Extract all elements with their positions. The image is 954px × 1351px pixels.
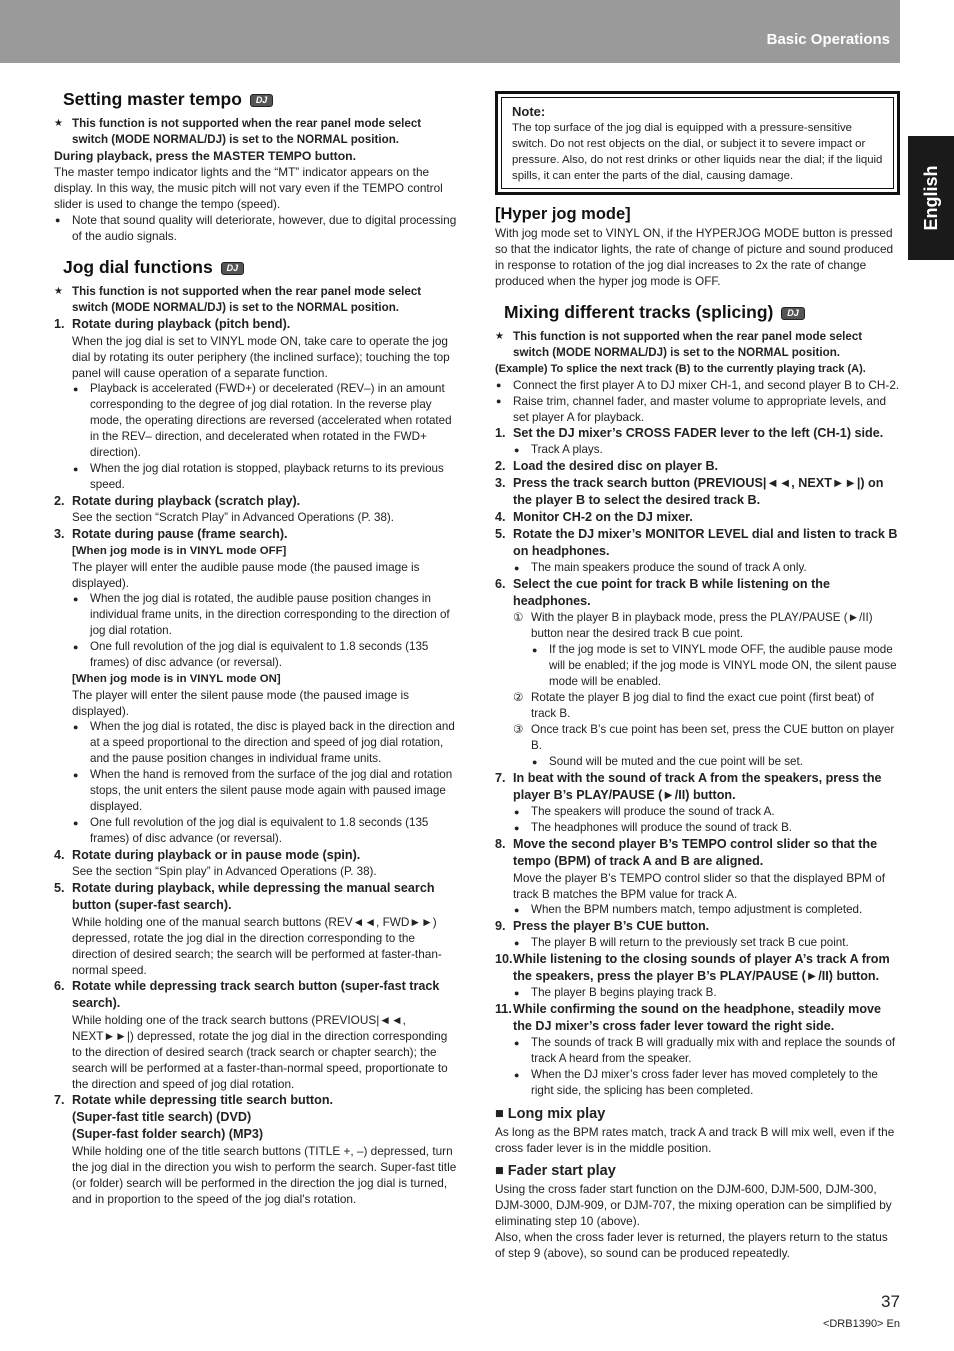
step-7: 7. Rotate while depressing title search button. (Super-fast title search) (DVD) (Super-fast folder search) (MP3) bbox=[54, 1093, 334, 1141]
bullet: ● When the jog dial is rotated, the disc is played back in the direction and at a speed proportional to the direction and speed of jog dial rotation, and the pause position changes in individual frame units. bbox=[72, 719, 459, 767]
bullet: ● The player B begins playing track B. bbox=[513, 985, 900, 1001]
bullet: ● The sounds of track B will gradually mix with and replace the sounds of track A heard from the speaker. bbox=[513, 1035, 900, 1067]
body-text: While holding one of the title search buttons (TITLE +, –) depressed, turn the jog dial in the direction you wish to perform the search. Super-fast title (or folder) search will be performed in the direction the jog dial is turned, and in proportion to the speed of the jog dial's rotation. bbox=[72, 1144, 457, 1206]
mix-step-2: 2. Load the desired disc on player B. bbox=[495, 459, 719, 473]
left-column bbox=[54, 88, 459, 1207]
body-text: With jog mode set to VINYL ON, if the HYPERJOG MODE button is pressed so that the indicator lights, the rate of change of picture and sound produced in response to rotation of the jog dial increases to 2x the rate of change produced when the hyper jog mode is OFF. bbox=[495, 226, 894, 288]
section-heading-master-tempo: Setting master tempo DJ bbox=[54, 88, 459, 110]
dj-badge: DJ bbox=[781, 307, 805, 320]
bullet: ● Connect the first player A to DJ mixer CH-1, and second player B to CH-2. bbox=[495, 377, 900, 393]
bullet: ● When the DJ mixer’s cross fader lever has moved completely to the right side, the splicing has been completed. bbox=[513, 1067, 900, 1099]
bullet: ● The player B will return to the previously set track B cue point. bbox=[513, 935, 900, 951]
mix-step-3: 3. Press the track search button (PREVIOUS|◄◄, NEXT►►|) on the player B to select the desired track B. bbox=[495, 476, 884, 507]
circled-item-1: ① With the player B in playback mode, press the PLAY/PAUSE (►/II) button near the desired track B cue point. bbox=[513, 611, 873, 640]
mix-step-9: 9. Press the player B’s CUE button. bbox=[495, 919, 710, 933]
circled-item-3: ③ Once track B’s cue point has been set, press the CUE button on player B. bbox=[513, 723, 895, 752]
bullet: ● The speakers will produce the sound of track A. bbox=[513, 804, 900, 820]
mix-step-1: 1. Set the DJ mixer’s CROSS FADER lever to the left (CH-1) side. bbox=[495, 426, 884, 440]
section-title: Basic Operations bbox=[766, 31, 890, 48]
star-note: ★ This function is not supported when the rear panel mode select switch (MODE NORMAL/DJ) is set to the NORMAL position. bbox=[495, 329, 900, 361]
language-tab-label: English bbox=[921, 165, 941, 231]
dj-badge: DJ bbox=[250, 94, 274, 107]
bullet: ● When the hand is removed from the surface of the jog dial and rotation stops, the unit enters the silent pause mode again with paused image displayed. bbox=[72, 767, 459, 815]
bullet: ● One full revolution of the jog dial is equivalent to 1.8 seconds (135 frames) of disc advance (or reversal). bbox=[72, 815, 459, 847]
step-5: 5. Rotate during playback, while depressing the manual search button (super-fast search). bbox=[54, 881, 435, 912]
step-3: 3. Rotate during pause (frame search). bbox=[54, 527, 288, 541]
bullet: ● One full revolution of the jog dial is equivalent to 1.8 seconds (135 frames) of disc advance (or reversal). bbox=[72, 639, 459, 671]
language-tab bbox=[908, 136, 954, 260]
body-text: While holding one of the manual search buttons (REV◄◄, FWD►►) depressed, rotate the jog dial in the direction corresponding to the direction of desired search; the search will be performed at faster-than-normal speed. bbox=[72, 915, 442, 977]
body-text: The player will enter the silent pause mode (the paused image is displayed). bbox=[72, 688, 410, 718]
mix-step-7: 7. In beat with the sound of track A from the speakers, press the player B’s PLAY/PAUSE (►/II) button. bbox=[495, 771, 882, 802]
star-note: ★ This function is not supported when the rear panel mode select switch (MODE NORMAL/DJ) is set to the NORMAL position. bbox=[54, 116, 459, 148]
sub-heading: [When jog mode is in VINYL mode ON] bbox=[72, 673, 281, 685]
long-mix-heading: ■ Long mix play bbox=[495, 1106, 606, 1122]
right-column bbox=[495, 91, 900, 1261]
mix-step-8: 8. Move the second player B’s TEMPO control slider so that the tempo (BPM) of track A and B are aligned. bbox=[495, 837, 878, 868]
bullet: ● Track A plays. bbox=[513, 442, 900, 458]
step-4: 4. Rotate during playback or in pause mode (spin). bbox=[54, 848, 361, 862]
bullet: ● The main speakers produce the sound of track A only. bbox=[513, 560, 900, 576]
page-header bbox=[0, 0, 900, 63]
body-text: As long as the BPM rates match, track A and track B will mix well, even if the cross fader lever is in the middle position. bbox=[495, 1125, 895, 1155]
example-line: (Example) To splice the next track (B) to the currently playing track (A). bbox=[495, 363, 866, 375]
sub-heading: [When jog mode is in VINYL mode OFF] bbox=[72, 545, 287, 557]
body-text: Move the player B’s TEMPO control slider so that the displayed BPM of track B matches the BPM value for track A. bbox=[513, 871, 885, 901]
document-code: <DRB1390> En bbox=[822, 1318, 900, 1330]
note-body: The top surface of the jog dial is equipped with a pressure-sensitive switch. Do not rest objects on the dial, or subject it to severe impact or pressure. Also, do not rest drinks or other liquids near the dial; if the liquid spills, it can enter the parts of the dial, causing damage. bbox=[512, 122, 883, 182]
bullet: ● Note that sound quality will deteriorate, however, due to digital processing of the audio signals. bbox=[54, 212, 459, 244]
dj-badge: DJ bbox=[221, 262, 245, 275]
note-box bbox=[495, 91, 900, 195]
mix-step-11: 11. While confirming the sound on the headphone, steadily move the DJ mixer’s cross fader lever toward the right side. bbox=[495, 1002, 882, 1033]
mix-step-6: 6. Select the cue point for track B while listening on the headphones. bbox=[495, 577, 830, 608]
hyper-jog-heading: [Hyper jog mode] bbox=[495, 205, 631, 223]
instruction: During playback, press the MASTER TEMPO button. bbox=[54, 149, 357, 163]
body-text: The master tempo indicator lights and the “MT” indicator appears on the display. In this way, the music pitch will not vary even if the TEMPO control slider is used to change the tempo (speed). bbox=[54, 165, 443, 211]
section-heading-jog-dial: Jog dial functions DJ bbox=[54, 256, 459, 278]
step-2: 2. Rotate during playback (scratch play). bbox=[54, 494, 301, 508]
bullet: ● When the jog dial is rotated, the audible pause position changes in individual frame units, in the direction corresponding to the direction of jog dial rotation. bbox=[72, 591, 459, 639]
section-heading-mixing: Mixing different tracks (splicing) DJ bbox=[495, 301, 900, 323]
body-text: Using the cross fader start function on the DJM-600, DJM-500, DJM-300, DJM-3000, DJM-909, or DJM-707, the mixing operation can be simplified by eliminating step 10 (above). bbox=[495, 1182, 892, 1228]
bullet: ● The headphones will produce the sound of track B. bbox=[513, 820, 900, 836]
page-number: 37 bbox=[881, 1292, 900, 1311]
bullet: ● When the jog dial rotation is stopped, playback returns to its previous speed. bbox=[72, 461, 459, 493]
mix-step-4: 4. Monitor CH-2 on the DJ mixer. bbox=[495, 510, 693, 524]
bullet: ● Playback is accelerated (FWD+) or decelerated (REV–) in an amount corresponding to the degree of jog dial rotation. In the reverse play mode, the operating directions are reversed (accelerated when rotated in the REV– direction, and decelerated when rotated in the FWD+ direction). bbox=[72, 381, 459, 461]
step-6: 6. Rotate while depressing track search button (super-fast track search). bbox=[54, 979, 440, 1010]
fader-start-heading: ■ Fader start play bbox=[495, 1163, 616, 1179]
note-title: Note: bbox=[512, 104, 546, 119]
bullet: ● When the BPM numbers match, tempo adjustment is completed. bbox=[513, 902, 900, 918]
step-1: 1. Rotate during playback (pitch bend). bbox=[54, 317, 291, 331]
body-text: See the section “Scratch Play” in Advanced Operations (P. 38). bbox=[72, 511, 395, 524]
body-text: The player will enter the audible pause mode (the paused image is displayed). bbox=[72, 560, 420, 590]
body-text: Also, when the cross fader lever is returned, the players return to the status of step 9 (above), so sound can be produced repeatedly. bbox=[495, 1230, 888, 1260]
bullet: ● Sound will be muted and the cue point will be set. bbox=[531, 754, 900, 770]
bullet: ● Raise trim, channel fader, and master volume to appropriate levels, and set player A for playback. bbox=[495, 393, 900, 425]
bullet: ● If the jog mode is set to VINYL mode OFF, the audible pause mode will be enabled; if the jog mode is VINYL mode ON, the silent pause mode will be enabled. bbox=[531, 642, 900, 690]
mix-step-5: 5. Rotate the DJ mixer’s MONITOR LEVEL dial and listen to track B on headphones. bbox=[495, 527, 898, 558]
mix-step-10: 10. While listening to the closing sounds of player A’s track A from the speakers, press the player B’s PLAY/PAUSE (►/II) button. bbox=[495, 952, 890, 983]
body-text: See the section “Spin play” in Advanced Operations (P. 38). bbox=[72, 865, 377, 878]
star-note: ★ This function is not supported when the rear panel mode select switch (MODE NORMAL/DJ) is set to the NORMAL position. bbox=[54, 284, 459, 316]
body-text: When the jog dial is set to VINYL mode ON, take care to operate the jog dial by rotating its outer periphery (the inclined surface); touching the top panel will cause operation of a separate function. bbox=[72, 334, 450, 380]
circled-item-2: ② Rotate the player B jog dial to find the exact cue point (first beat) of track B. bbox=[513, 691, 874, 720]
body-text: While holding one of the track search buttons (PREVIOUS|◄◄, NEXT►►|) depressed, rotate the jog dial in the direction corresponding to the direction of desired search (track search or chapter search); the search will be performed at a faster-than-normal speed, proportionate to the direction and speed of jog dial rotation. bbox=[72, 1013, 448, 1091]
